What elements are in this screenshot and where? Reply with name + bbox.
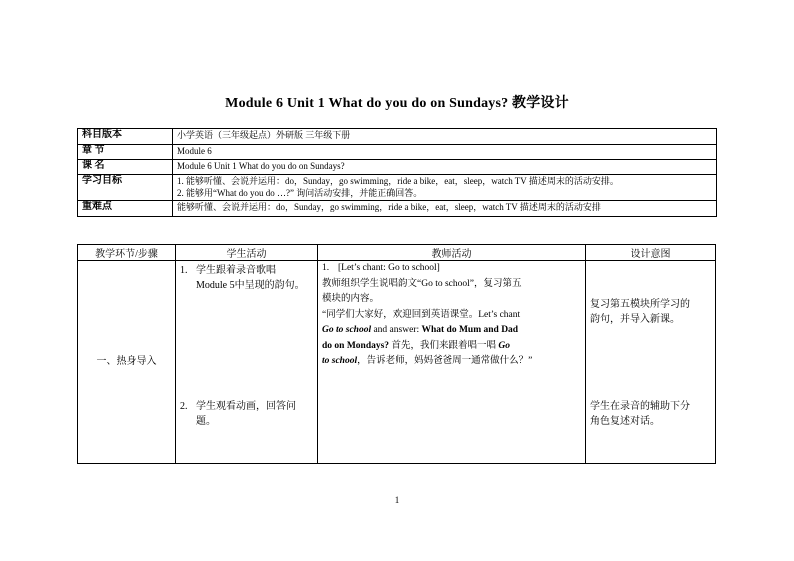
intent-1-line1: 复习第五模块所学习的 [590,299,690,310]
info-row-goals [78,175,717,201]
student-1-num: 1. [180,265,188,276]
teacher-line-3: 模块的内容。 [322,294,380,304]
student-2-line2: 题。 [196,416,216,427]
page-number: 1 [394,495,400,505]
stage-cell: 一、热身导入 [78,261,176,464]
intent-1 [590,297,713,327]
header-student: 学生活动 [176,245,318,261]
teacher-num: 1. [322,263,330,273]
plan-row-warmup [78,261,716,464]
key-value: 能够听懂、会说并运用：do，Sunday，go swimming，ride a bike，eat，sleep，watch TV 描述周末的活动安排 [173,201,717,217]
teacher-activity-cell [318,261,586,464]
header-stage: 教学环节/步骤 [78,245,176,261]
goal-1: 1. 能够听懂、会说并运用：do，Sunday，go swimming，ride a bike，eat，sleep，watch TV 描述周末的活动安排。 [177,176,619,186]
teacher-line-7 [322,354,581,370]
lesson-value: Module 6 Unit 1 What do you do on Sundays? [173,160,717,175]
student-2-num: 2. [180,401,188,412]
student-2-line1: 学生观看动画，回答问 [196,401,296,412]
goals-value [173,175,717,201]
intent-2 [590,399,713,429]
plan-header-row [78,245,716,261]
goal-2: 2. 能够用“What do you do …?” 询问活动安排，并能正确回答。 [177,188,423,198]
teacher-line-6-text: 首先，我们来跟着唱一唱 [389,340,499,351]
chapter-label: 章 节 [78,145,173,160]
chant-title-part-2: to school [322,356,358,366]
subject-label: 科目版本 [78,129,173,145]
question-part-1: What do Mum and Dad [421,325,519,335]
document-title: Module 6 Unit 1 What do you do on Sundays? 教学设计 [225,96,569,111]
teaching-plan-table [77,244,716,464]
teacher-line-4: “同学们大家好，欢迎回到英语课堂。Let’s chant [322,309,521,320]
goals-label: 学习目标 [78,175,173,201]
subject-value: 小学英语（三年级起点）外研版 三年级下册 [173,129,717,145]
student-activity-cell [176,261,318,464]
info-row-key [78,201,717,217]
teacher-line-6 [322,339,581,355]
teacher-line-7-text: ，告诉老师，妈妈爸爸周一通常做什么？” [357,356,533,366]
student-1-line1: 学生跟着录音歌唱 [196,265,276,276]
student-activity-2 [180,399,315,429]
chant-title: Go to school [322,325,372,335]
info-row-chapter [78,145,717,160]
lesson-label: 课 名 [78,160,173,175]
info-row-subject [78,129,717,145]
teacher-line-5 [322,323,581,339]
design-intent-cell [586,261,716,464]
info-row-lesson [78,160,717,175]
key-label: 重难点 [78,201,173,217]
chant-title-part-1: Go [498,340,510,351]
question-part-2: do on Mondays? [322,340,390,351]
intent-1-line2: 韵句，并导入新课。 [590,314,680,325]
intent-2-line1: 学生在录音的辅助下分 [590,401,690,412]
course-info-table [77,128,717,217]
header-teacher: 教师活动 [318,245,586,261]
intent-2-line2: 角色复述对话。 [590,416,660,427]
teacher-line-5-text: and answer: [371,325,422,335]
teacher-line-2: 教师组织学生说唱韵文“Go to school”，复习第五 [322,278,522,289]
student-1-line2: Module 5中呈现的韵句。 [196,280,305,291]
header-intent: 设计意图 [586,245,716,261]
student-activity-1 [180,263,315,293]
chapter-value: Module 6 [173,145,717,160]
teacher-line-1: [Let’s chant: Go to school] [338,263,440,273]
